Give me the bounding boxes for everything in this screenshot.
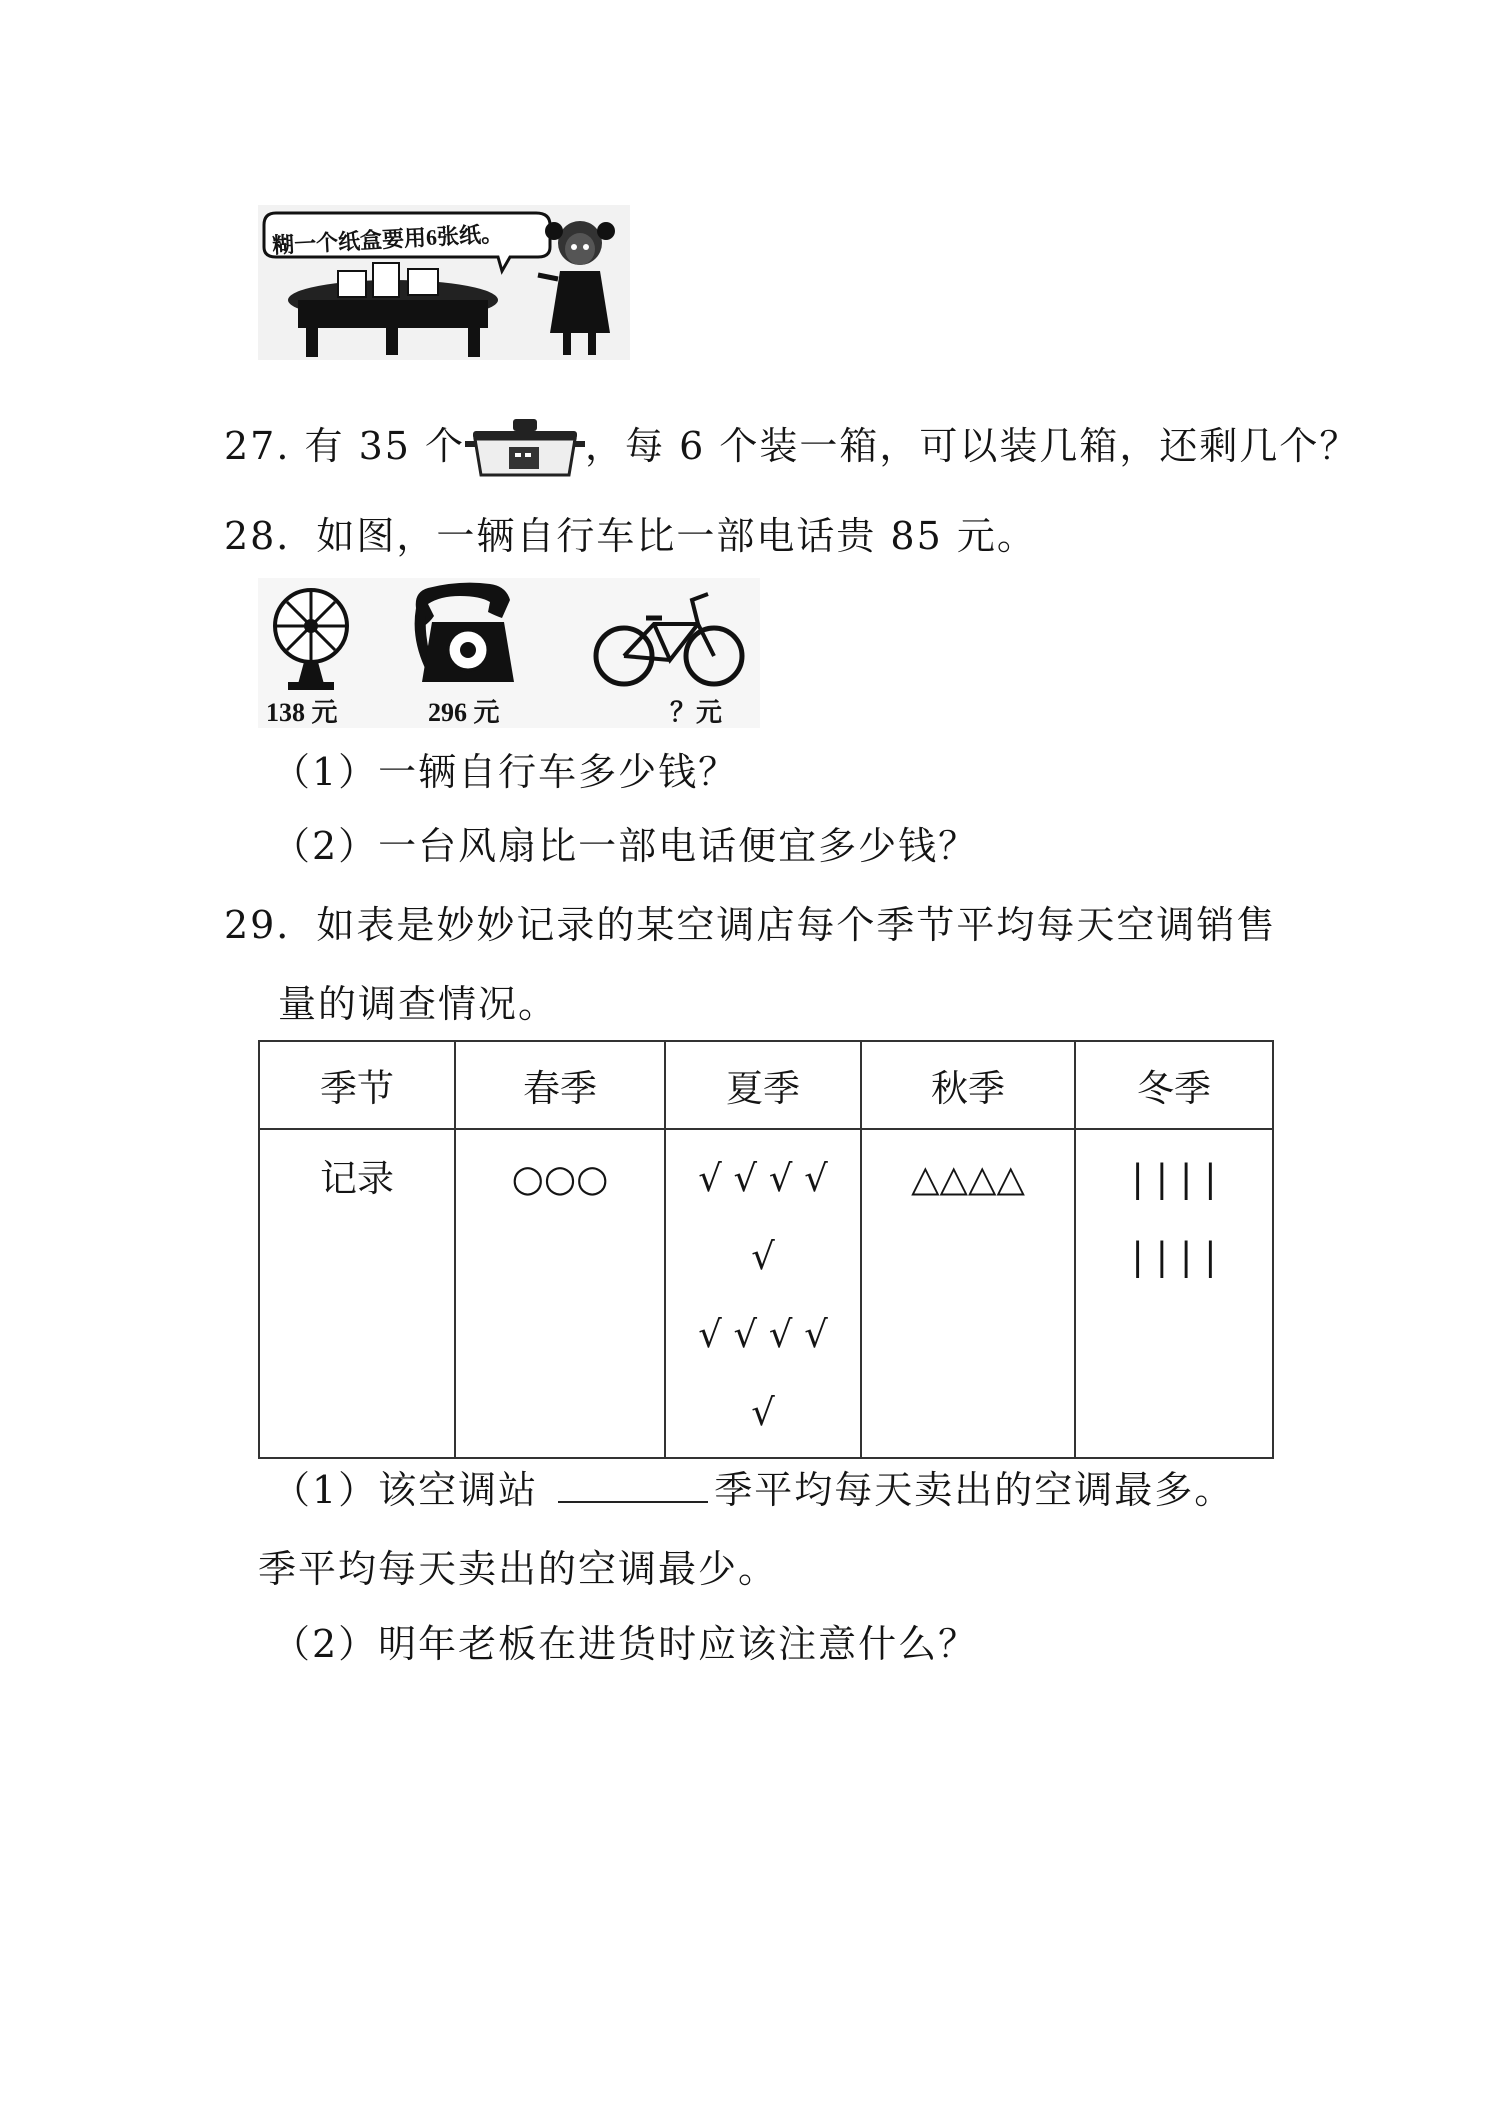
telephone-price: 296 元 [428,698,500,727]
q29-sub1-before: （1）该空调站 [272,1468,539,1512]
summer-marks-4: √ [751,1391,775,1434]
header-autumn: 秋季 [861,1041,1075,1129]
record-label-cell [259,1129,455,1458]
paper-box-illustration [258,205,630,360]
header-summer: 夏季 [665,1041,861,1129]
winter-record-cell [1075,1129,1273,1458]
fan-price: 138 元 [266,698,338,727]
summer-marks-3: √ √ √ √ [698,1313,828,1356]
table-record-row [259,1129,1273,1458]
question-27 [224,413,1359,483]
header-winter: 冬季 [1075,1041,1273,1129]
record-label: 记录 [320,1157,394,1200]
q27-text-after: ，每 6 个装一箱，可以装几箱，还剩几个？ [585,424,1360,468]
q27-text-before: 27. 有 35 个 [224,424,466,468]
question-28-sub2: （2）一台风扇比一部电话便宜多少钱？ [272,824,979,868]
telephone-icon [410,582,520,690]
spring-marks: ○○○ [511,1157,609,1200]
price-pictures [258,578,760,728]
question-29-line2: 量的调查情况。 [278,982,559,1026]
sales-record-table [258,1040,1274,1459]
bicycle-icon [588,580,752,690]
fan-icon [266,584,356,694]
question-29-sub1-line2: 季平均每天卖出的空调最少。 [258,1547,779,1591]
autumn-record-cell [861,1129,1075,1458]
question-28-title: 28．如图，一辆自行车比一部电话贵 85 元。 [224,514,1037,558]
summer-marks-1: √ √ √ √ [698,1157,828,1200]
summer-marks-2: √ [751,1235,775,1278]
speech-bubble-text: 糊一个纸盒要用6张纸。 [271,220,504,259]
spring-record-cell [455,1129,665,1458]
bicycle-price: ？元 [670,698,723,727]
question-29-sub2: （2）明年老板在进货时应该注意什么？ [272,1622,979,1666]
header-spring: 春季 [455,1041,665,1129]
answer-blank-most[interactable] [558,1467,708,1503]
question-28-sub1: （1）一辆自行车多少钱？ [272,750,739,794]
table-header-row [259,1041,1273,1129]
header-season: 季节 [259,1041,455,1129]
q29-sub1-after: 季平均每天卖出的空调最多。 [714,1468,1235,1512]
summer-record-cell [665,1129,861,1458]
autumn-marks: △△△△ [911,1157,1025,1200]
winter-marks-1: | | | | [1131,1157,1217,1200]
question-29-line1: 29．如表是妙妙记录的某空调店每个季节平均每天空调销售 [224,903,1277,947]
question-29-sub1 [272,1466,1234,1514]
winter-marks-2: | | | | [1131,1235,1217,1278]
rice-cooker-icon [465,413,585,483]
